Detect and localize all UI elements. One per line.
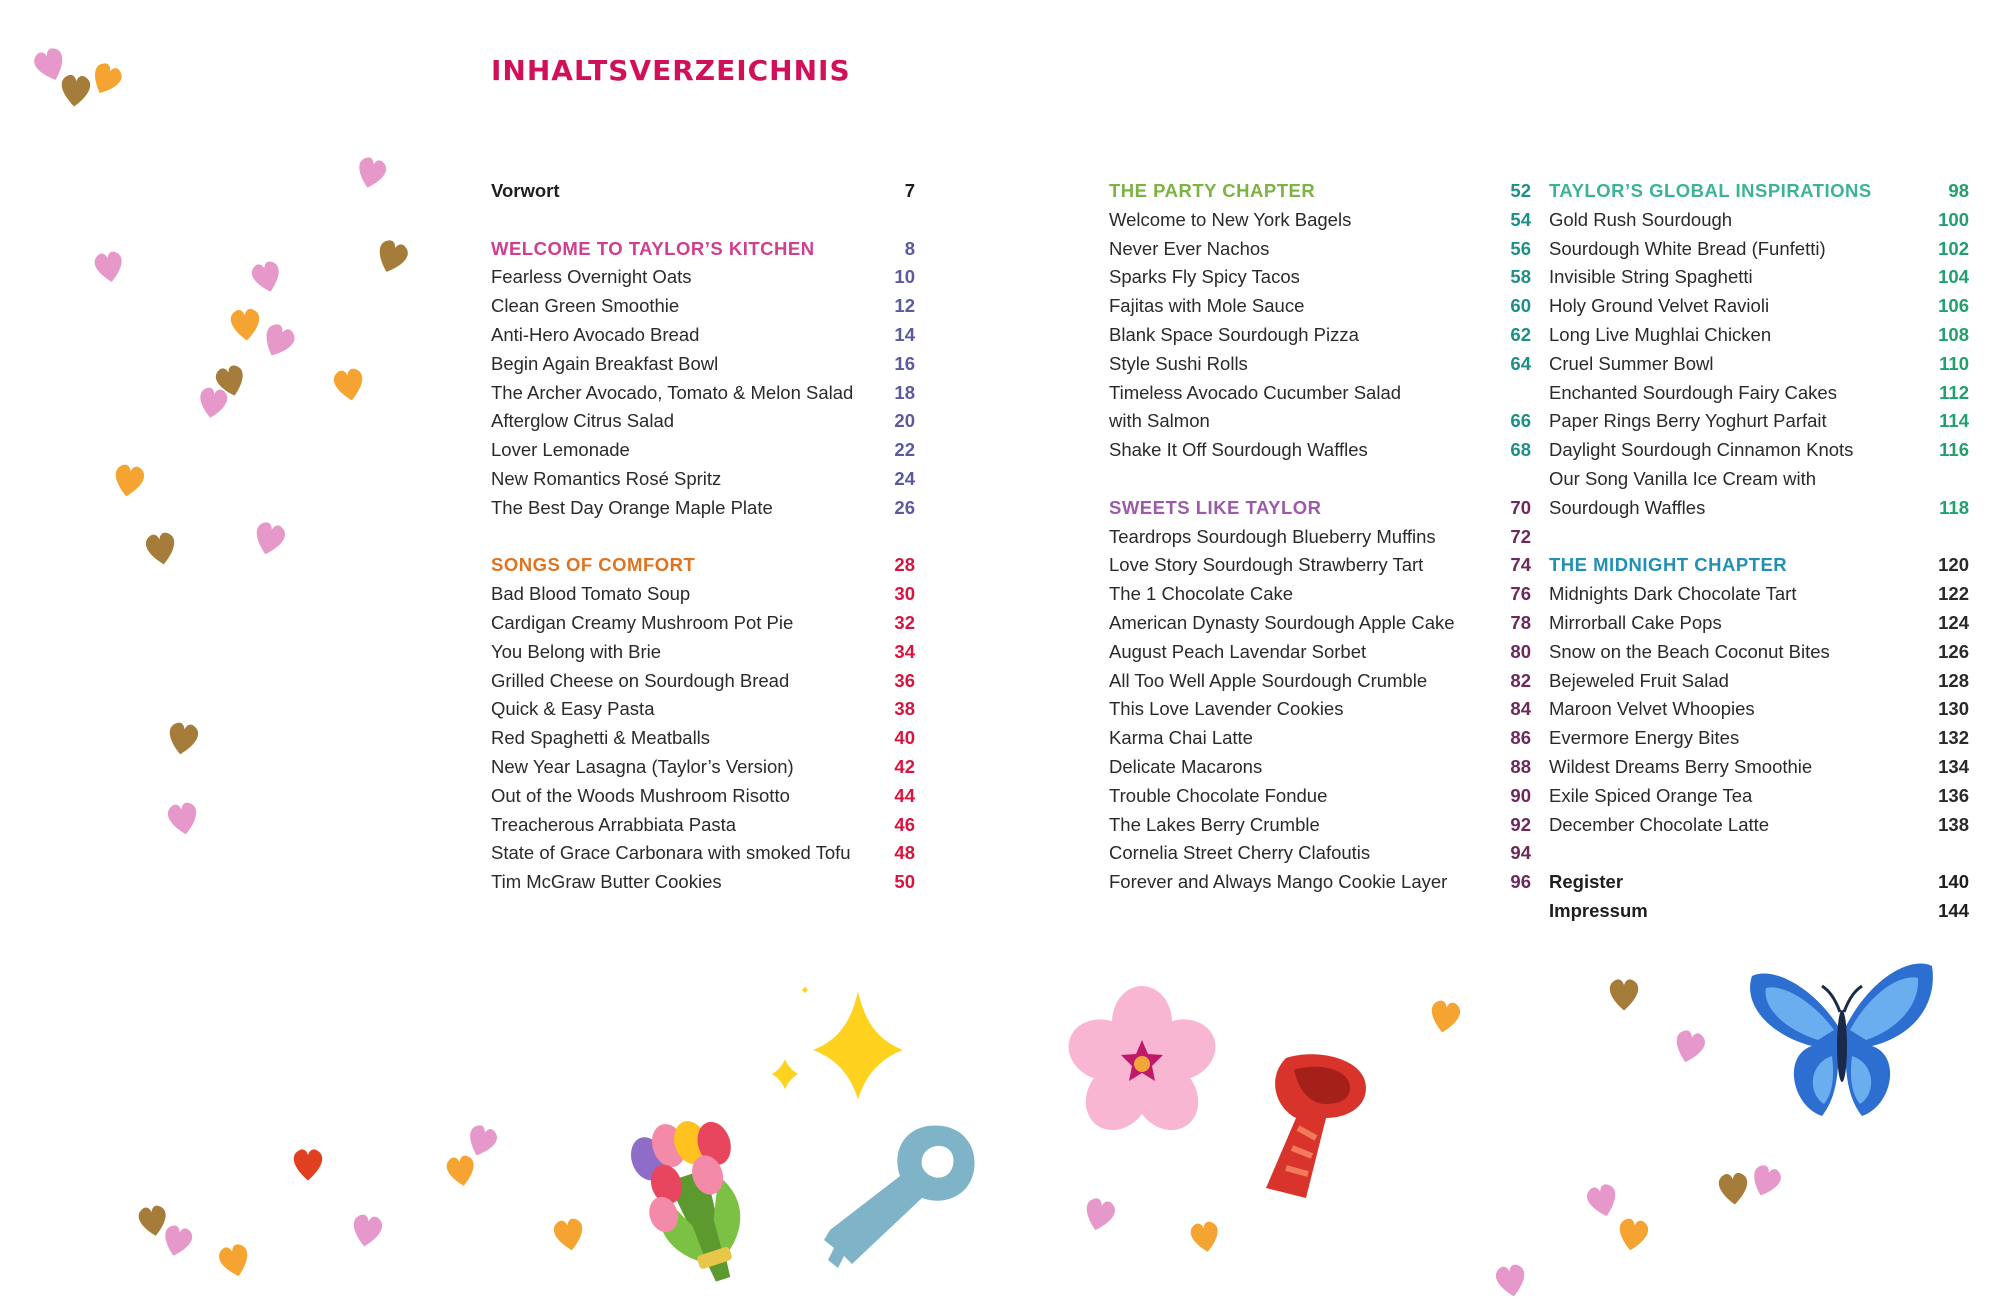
toc-entry-page: 124 xyxy=(1938,611,1969,633)
heart-icon xyxy=(250,260,284,296)
toc-entry-page: 92 xyxy=(1510,813,1531,835)
heart-icon xyxy=(373,238,410,277)
toc-column-2 xyxy=(1109,177,1531,897)
cherry-blossom-icon xyxy=(1062,982,1222,1142)
toc-entry-title: Midnights Dark Chocolate Tart xyxy=(1549,583,1797,605)
toc-entry xyxy=(1109,292,1531,321)
toc-entry-title: Vorwort xyxy=(491,180,560,201)
toc-entry xyxy=(1109,695,1531,724)
toc-entry xyxy=(1109,782,1531,811)
toc-entry-title: Lover Lemonade xyxy=(491,439,630,461)
toc-entry xyxy=(1549,868,1969,897)
heart-icon xyxy=(87,60,124,98)
toc-section-heading xyxy=(1109,177,1531,206)
toc-entry xyxy=(1549,638,1969,667)
key-icon xyxy=(808,1116,988,1286)
toc-entry xyxy=(1109,235,1531,264)
toc-entry-title: This Love Lavender Cookies xyxy=(1109,698,1344,720)
toc-entry-page: 14 xyxy=(894,323,915,345)
toc-entry-page: 86 xyxy=(1510,727,1531,749)
toc-entry xyxy=(1549,321,1969,350)
toc-entry-page: 54 xyxy=(1510,208,1531,230)
toc-entry-title: Wildest Dreams Berry Smoothie xyxy=(1549,755,1813,777)
toc-section-heading-page: 98 xyxy=(1948,180,1969,201)
toc-entry-title: Evermore Energy Bites xyxy=(1549,727,1740,749)
toc-entry xyxy=(1549,263,1969,292)
toc-entry-title: State of Grace Carbonara with smoked Tofu xyxy=(491,842,851,864)
toc-entry xyxy=(1549,235,1969,264)
toc-entry-title: Invisible String Spaghetti xyxy=(1549,266,1753,288)
heart-icon xyxy=(197,386,229,420)
toc-section-heading xyxy=(491,551,915,580)
toc-entry xyxy=(491,177,915,206)
toc-entry-page: 104 xyxy=(1938,266,1969,288)
toc-entry-page: 80 xyxy=(1510,640,1531,662)
heart-icon xyxy=(552,1217,585,1253)
toc-entry xyxy=(491,580,915,609)
section-spacer xyxy=(491,206,915,235)
toc-entry-page: 30 xyxy=(894,583,915,605)
heart-icon xyxy=(294,1149,322,1180)
toc-entry-page: 20 xyxy=(894,410,915,432)
toc-entry-title: You Belong with Brie xyxy=(491,640,662,662)
heart-icon xyxy=(1672,1028,1708,1065)
toc-entry-page: 38 xyxy=(894,698,915,720)
toc-entry-page: 84 xyxy=(1510,698,1531,720)
toc-entry xyxy=(1549,580,1969,609)
toc-entry xyxy=(1549,379,1969,408)
toc-entry xyxy=(491,811,915,840)
toc-entry-title: Begin Again Breakfast Bowl xyxy=(491,352,719,374)
section-spacer xyxy=(1109,465,1531,494)
toc-entry-title: Holy Ground Velvet Ravioli xyxy=(1549,295,1770,317)
toc-entry-title: The Archer Avocado, Tomato & Melon Salad xyxy=(491,381,854,403)
toc-section-heading-title: THE MIDNIGHT CHAPTER xyxy=(1549,554,1788,576)
toc-entry-title: Register xyxy=(1549,871,1624,893)
toc-entry xyxy=(491,436,915,465)
toc-entry-title: Delicate Macarons xyxy=(1109,755,1263,777)
toc-entry-page: 64 xyxy=(1510,352,1531,374)
toc-entry-title: Daylight Sourdough Cinnamon Knots xyxy=(1549,439,1854,461)
toc-entry-page: 48 xyxy=(894,842,915,864)
toc-entry xyxy=(1109,206,1531,235)
toc-entry xyxy=(1109,580,1531,609)
toc-entry-page: 40 xyxy=(894,727,915,749)
toc-entry-page: 94 xyxy=(1510,842,1531,864)
toc-entry xyxy=(491,465,915,494)
toc-entry xyxy=(1109,551,1531,580)
toc-entry-title: Long Live Mughlai Chicken xyxy=(1549,323,1772,345)
toc-entry-title: Red Spaghetti & Meatballs xyxy=(491,727,711,749)
toc-entry-title: Tim McGraw Butter Cookies xyxy=(491,871,722,893)
heart-icon xyxy=(112,463,145,499)
toc-entry-title: Welcome to New York Bagels xyxy=(1109,208,1352,230)
heart-icon xyxy=(1748,1163,1784,1200)
toc-entry xyxy=(1549,350,1969,379)
toc-entry xyxy=(1109,667,1531,696)
heart-icon xyxy=(214,364,248,400)
heart-icon xyxy=(60,74,91,107)
toc-entry-page: 138 xyxy=(1938,813,1969,835)
heart-icon xyxy=(217,1242,253,1279)
toc-entry xyxy=(491,407,915,436)
toc-entry-title: Timeless Avocado Cucumber Salad xyxy=(1109,381,1402,403)
toc-entry xyxy=(491,350,915,379)
toc-entry-page: 128 xyxy=(1938,669,1969,691)
heart-icon xyxy=(230,308,261,341)
toc-entry-title: Anti-Hero Avocado Bread xyxy=(491,323,700,345)
heart-icon xyxy=(137,1204,169,1238)
section-spacer xyxy=(491,523,915,552)
heart-icon xyxy=(93,250,125,284)
toc-column-1 xyxy=(491,177,915,897)
toc-entry-title: Treacherous Arrabbiata Pasta xyxy=(491,813,737,835)
toc-entry-title: Impressum xyxy=(1549,899,1648,921)
heart-icon xyxy=(445,1154,477,1188)
toc-entry-page: 7 xyxy=(904,180,915,201)
toc-entry xyxy=(1549,782,1969,811)
toc-entry xyxy=(1109,523,1531,552)
toc-entry xyxy=(1109,263,1531,292)
toc-entry-page: 110 xyxy=(1939,352,1969,374)
toc-column-3 xyxy=(1549,177,1969,926)
toc-entry xyxy=(1549,465,1969,494)
heart-icon xyxy=(32,46,69,85)
toc-entry-title: Fajitas with Mole Sauce xyxy=(1109,295,1305,317)
toc-entry-title: New Year Lasagna (Taylor’s Version) xyxy=(491,755,794,777)
toc-entry xyxy=(1549,494,1969,523)
toc-entry xyxy=(491,609,915,638)
toc-entry-title: Sparks Fly Spicy Tacos xyxy=(1109,266,1300,288)
toc-entry-title: Our Song Vanilla Ice Cream with xyxy=(1549,467,1816,489)
toc-entry xyxy=(1549,407,1969,436)
toc-entry-title: December Chocolate Latte xyxy=(1549,813,1770,835)
toc-entry xyxy=(1109,811,1531,840)
toc-entry-title: Cardigan Creamy Mushroom Pot Pie xyxy=(491,611,794,633)
toc-entry-title: Teardrops Sourdough Blueberry Muffins xyxy=(1109,525,1436,547)
toc-entry-page: 88 xyxy=(1510,755,1531,777)
toc-entry-title: August Peach Lavendar Sorbet xyxy=(1109,640,1367,662)
toc-entry-page: 24 xyxy=(894,467,915,489)
heart-icon xyxy=(144,531,177,567)
toc-entry-title: Clean Green Smoothie xyxy=(491,295,680,317)
toc-entry-title: Out of the Woods Mushroom Risotto xyxy=(491,784,790,806)
toc-entry-page: 144 xyxy=(1938,899,1969,921)
toc-entry-title: Afterglow Citrus Salad xyxy=(491,410,675,432)
toc-entry-page: 136 xyxy=(1938,784,1969,806)
toc-entry xyxy=(1109,724,1531,753)
toc-section-heading-title: SONGS OF COMFORT xyxy=(491,554,696,576)
toc-section-heading xyxy=(1109,494,1531,523)
heart-icon xyxy=(1616,1217,1649,1253)
toc-entry-page: 132 xyxy=(1938,727,1969,749)
toc-entry-title: Cruel Summer Bowl xyxy=(1549,352,1714,374)
heart-icon xyxy=(1082,1196,1118,1233)
toc-entry-title: Bad Blood Tomato Soup xyxy=(491,583,691,605)
sparkles-icon xyxy=(740,950,930,1130)
toc-entry-title: Love Story Sourdough Strawberry Tart xyxy=(1109,554,1424,576)
toc-entry xyxy=(491,638,915,667)
heart-icon xyxy=(464,1123,500,1160)
toc-section-heading-page: 120 xyxy=(1938,554,1969,576)
toc-entry xyxy=(1109,609,1531,638)
toc-entry xyxy=(1109,407,1531,436)
toc-entry xyxy=(491,753,915,782)
toc-entry-page: 46 xyxy=(894,813,915,835)
toc-entry-page: 50 xyxy=(894,871,915,893)
toc-entry xyxy=(1109,868,1531,897)
toc-entry-title: Enchanted Sourdough Fairy Cakes xyxy=(1549,381,1837,403)
toc-entry-page: 58 xyxy=(1510,266,1531,288)
toc-entry-title: Mirrorball Cake Pops xyxy=(1549,611,1722,633)
toc-entry xyxy=(491,494,915,523)
toc-entry-page: 108 xyxy=(1938,323,1969,345)
toc-entry-title: Sourdough Waffles xyxy=(1549,496,1706,518)
toc-entry xyxy=(1109,638,1531,667)
heart-icon xyxy=(1189,1220,1221,1254)
toc-entry xyxy=(1549,811,1969,840)
toc-entry-title: Quick & Easy Pasta xyxy=(491,698,655,720)
toc-section-heading-title: TAYLOR’S GLOBAL INSPIRATIONS xyxy=(1549,180,1872,201)
toc-entry-title: Snow on the Beach Coconut Bites xyxy=(1549,640,1830,662)
toc-entry-page: 78 xyxy=(1510,611,1531,633)
toc-entry xyxy=(1109,321,1531,350)
toc-entry xyxy=(1549,753,1969,782)
heart-icon xyxy=(1494,1263,1527,1299)
toc-entry-page: 68 xyxy=(1510,439,1531,461)
toc-entry xyxy=(491,321,915,350)
section-spacer xyxy=(1549,523,1969,552)
toc-entry xyxy=(1109,839,1531,868)
toc-entry xyxy=(491,782,915,811)
toc-entry-title: Trouble Chocolate Fondue xyxy=(1109,784,1328,806)
toc-entry xyxy=(1549,609,1969,638)
toc-entry-page: 102 xyxy=(1938,237,1969,259)
toc-entry-page: 36 xyxy=(894,669,915,691)
page-title: INHALTSVERZEICHNIS xyxy=(491,54,851,87)
toc-entry-page: 112 xyxy=(1939,381,1969,403)
toc-entry-page: 60 xyxy=(1510,295,1531,317)
toc-entry-title: New Romantics Rosé Spritz xyxy=(491,467,722,489)
toc-section-heading-title: WELCOME TO TAYLOR’S KITCHEN xyxy=(491,237,815,259)
toc-entry-page: 34 xyxy=(894,640,915,662)
toc-entry-page: 44 xyxy=(894,784,915,806)
toc-section-heading xyxy=(1549,177,1969,206)
toc-entry-page: 22 xyxy=(894,439,915,461)
toc-entry-title: Bejeweled Fruit Salad xyxy=(1549,669,1729,691)
toc-entry-page: 12 xyxy=(894,295,915,317)
toc-entry-title: The 1 Chocolate Cake xyxy=(1109,583,1294,605)
toc-entry-title: Shake It Off Sourdough Waffles xyxy=(1109,439,1368,461)
toc-entry xyxy=(491,292,915,321)
toc-entry-page: 140 xyxy=(1938,871,1969,893)
heart-icon xyxy=(1718,1172,1749,1205)
toc-entry-page: 76 xyxy=(1510,583,1531,605)
toc-entry xyxy=(491,379,915,408)
heart-icon xyxy=(1610,979,1638,1010)
toc-entry xyxy=(1109,436,1531,465)
toc-entry-page: 90 xyxy=(1510,784,1531,806)
toc-entry-page: 116 xyxy=(1939,439,1969,461)
tulip-bouquet-icon xyxy=(616,1104,776,1304)
toc-entry-title: Never Ever Nachos xyxy=(1109,237,1270,259)
toc-entry xyxy=(1109,379,1531,408)
toc-entry-page: 114 xyxy=(1939,410,1969,432)
heart-icon xyxy=(259,321,298,361)
toc-section-heading-page: 70 xyxy=(1510,496,1531,518)
toc-entry-title: Exile Spiced Orange Tea xyxy=(1549,784,1753,806)
heart-icon xyxy=(332,367,365,403)
toc-entry-page: 74 xyxy=(1510,554,1531,576)
heart-icon xyxy=(166,721,199,757)
toc-entry-title: The Lakes Berry Crumble xyxy=(1109,813,1320,835)
toc-entry xyxy=(1549,292,1969,321)
toc-entry-page: 106 xyxy=(1938,295,1969,317)
toc-entry-title: Maroon Velvet Whoopies xyxy=(1549,698,1755,720)
toc-entry xyxy=(491,724,915,753)
toc-entry-page: 16 xyxy=(894,352,915,374)
toc-entry-page: 82 xyxy=(1510,669,1531,691)
heart-icon xyxy=(350,1213,383,1249)
toc-entry-title: with Salmon xyxy=(1109,410,1210,432)
toc-section-heading xyxy=(491,235,915,264)
toc-entry-title: Paper Rings Berry Yoghurt Parfait xyxy=(1549,410,1827,432)
toc-entry-page: 122 xyxy=(1938,583,1969,605)
toc-entry xyxy=(1549,206,1969,235)
toc-entry-page: 32 xyxy=(894,611,915,633)
toc-entry xyxy=(1109,350,1531,379)
toc-section-heading-page: 52 xyxy=(1510,180,1531,201)
toc-entry-page: 130 xyxy=(1938,698,1969,720)
toc-section-heading-title: SWEETS LIKE TAYLOR xyxy=(1109,496,1322,518)
heart-icon xyxy=(252,520,288,557)
toc-entry xyxy=(491,263,915,292)
butterfly-icon xyxy=(1742,946,1942,1136)
toc-entry-page: 100 xyxy=(1938,208,1969,230)
toc-entry-title: Style Sushi Rolls xyxy=(1109,352,1248,374)
toc-entry-page: 118 xyxy=(1939,496,1969,518)
toc-entry-title: American Dynasty Sourdough Apple Cake xyxy=(1109,611,1455,633)
toc-entry-page: 56 xyxy=(1510,237,1531,259)
toc-entry-title: Blank Space Sourdough Pizza xyxy=(1109,323,1359,345)
toc-section-heading-page: 28 xyxy=(894,554,915,576)
toc-entry xyxy=(491,839,915,868)
scarf-icon xyxy=(1246,1048,1386,1218)
toc-entry-page: 66 xyxy=(1510,410,1531,432)
section-spacer xyxy=(1549,839,1969,868)
toc-entry-title: The Best Day Orange Maple Plate xyxy=(491,496,773,518)
toc-entry-page: 10 xyxy=(894,266,915,288)
toc-entry xyxy=(1549,724,1969,753)
toc-entry xyxy=(1549,897,1969,926)
toc-entry xyxy=(491,695,915,724)
toc-entry-title: All Too Well Apple Sourdough Crumble xyxy=(1109,669,1428,691)
toc-section-heading xyxy=(1549,551,1969,580)
toc-entry-page: 126 xyxy=(1938,640,1969,662)
toc-entry xyxy=(1109,753,1531,782)
toc-entry-title: Cornelia Street Cherry Clafoutis xyxy=(1109,842,1371,864)
toc-entry-page: 62 xyxy=(1510,323,1531,345)
toc-entry-title: Gold Rush Sourdough xyxy=(1549,208,1733,230)
toc-entry-title: Grilled Cheese on Sourdough Bread xyxy=(491,669,790,691)
toc-entry-page: 96 xyxy=(1510,871,1531,893)
toc-entry xyxy=(1549,695,1969,724)
toc-entry-page: 26 xyxy=(894,496,915,518)
toc-entry-page: 72 xyxy=(1510,525,1531,547)
heart-icon xyxy=(160,1224,194,1260)
heart-icon xyxy=(166,801,199,837)
toc-entry xyxy=(491,667,915,696)
toc-entry-page: 134 xyxy=(1938,755,1969,777)
heart-icon xyxy=(1428,999,1461,1035)
toc-entry xyxy=(1549,667,1969,696)
toc-entry-title: Forever and Always Mango Cookie Layer xyxy=(1109,871,1448,893)
toc-section-heading-title: THE PARTY CHAPTER xyxy=(1109,180,1316,201)
toc-entry xyxy=(1549,436,1969,465)
heart-icon xyxy=(1585,1182,1621,1219)
toc-entry xyxy=(491,868,915,897)
toc-entry-page: 42 xyxy=(894,755,915,777)
toc-entry-page: 18 xyxy=(894,381,915,403)
heart-icon xyxy=(354,156,388,192)
toc-section-heading-page: 8 xyxy=(904,237,915,259)
toc-entry-title: Sourdough White Bread (Funfetti) xyxy=(1549,237,1826,259)
toc-entry-title: Fearless Overnight Oats xyxy=(491,266,692,288)
toc-entry-title: Karma Chai Latte xyxy=(1109,727,1253,749)
